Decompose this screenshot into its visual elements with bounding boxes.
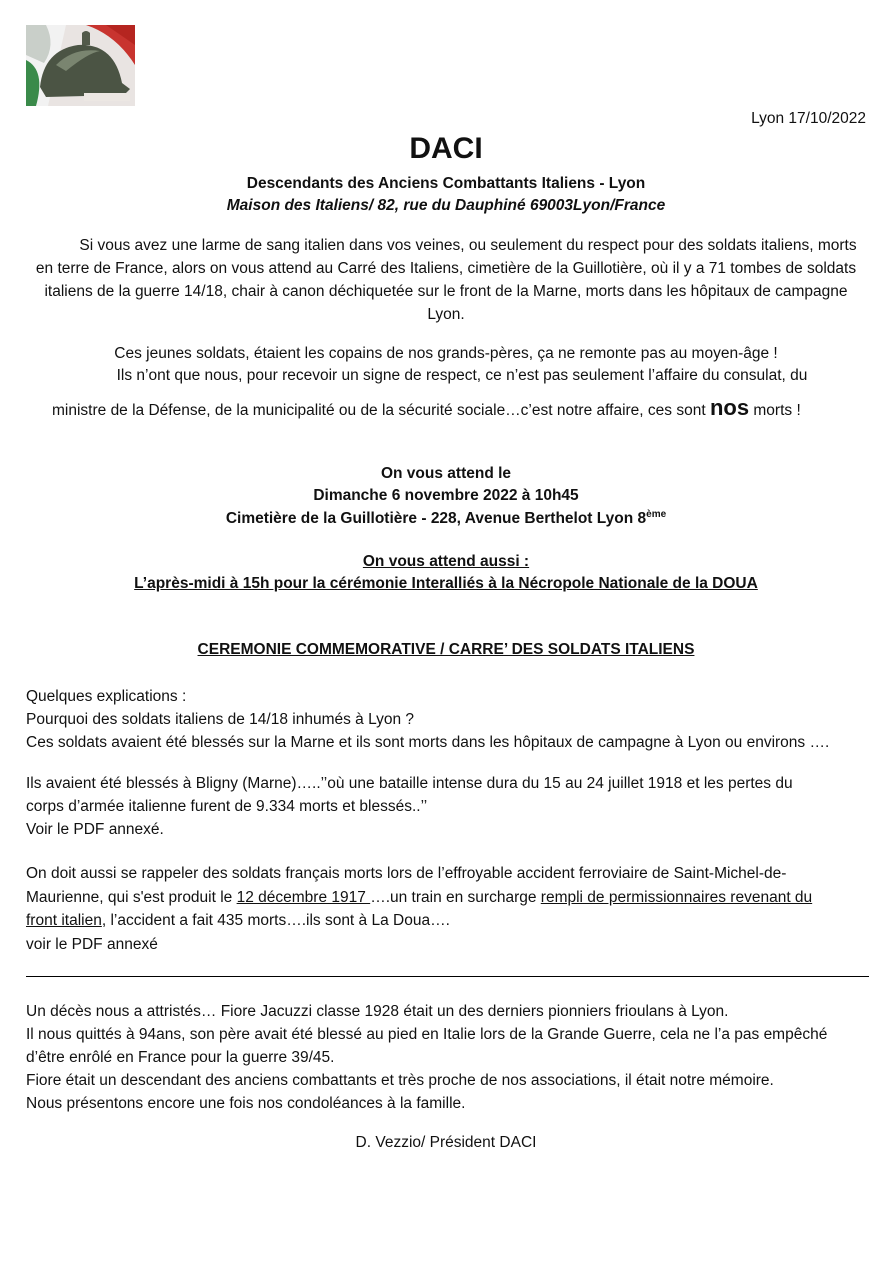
obituary-block <box>26 1000 876 1115</box>
event-also-text-span: L’après-midi à 15h pour la cérémonie Interalliés à la Nécropole Nationale de la DOUA <box>134 575 758 592</box>
bligny-line-3: Voir le PDF annexé. <box>26 821 164 838</box>
event-also-text <box>0 575 892 593</box>
event-location-sup: ème <box>646 509 667 520</box>
intro-paragraph <box>26 234 866 326</box>
nos-emphasis: nos <box>709 395 750 420</box>
expl-line-3: Ces soldats avaient été blessés sur la Marne et ils sont morts dans les hôpitaux de campagne à Lyon ou environs …. <box>26 734 830 751</box>
train-line-4: voir le PDF annexé <box>26 935 158 953</box>
ceremony-heading <box>0 641 892 659</box>
intro-line-3 <box>52 395 882 421</box>
train-date: 12 décembre 1917 <box>236 888 371 906</box>
bligny-line-2: corps d’armée italienne furent de 9.334 morts et blessés..’’ <box>26 798 428 815</box>
expl-line-1: Quelques explications : <box>26 688 187 705</box>
train-line-1: On doit aussi se rappeler des soldats français morts lors de l’effroyable accident ferroviaire de Saint-Michel-de- <box>26 865 787 882</box>
obituary-line-5: Nous présentons encore une fois nos condoléances à la famille. <box>26 1095 466 1112</box>
obituary-line-2: Il nous quittés à 94ans, son père avait été blessé au pied en Italie lors de la Grande Guerre, cela ne l’a pas empêché <box>26 1026 828 1043</box>
signature: D. Vezzio/ Président DACI <box>355 1134 537 1151</box>
obituary-line-4: Fiore était un descendant des anciens combattants et très proche de nos associations, il était notre mémoire. <box>26 1072 774 1089</box>
intro-line-1: Ces jeunes soldats, étaient les copains de nos grands-pères, ça ne remonte pas au moyen-âge ! <box>114 345 778 362</box>
intro-line-2: Ils n’ont que nous, pour recevoir un signe de respect, ce n’est pas seulement l’affaire du consulat, du <box>116 367 808 384</box>
organization-name: Descendants des Anciens Combattants Italiens - Lyon <box>246 175 646 192</box>
train-line-2 <box>26 886 876 910</box>
obituary-line-1: Un décès nous a attristés… Fiore Jacuzzi classe 1928 était un des derniers pionniers frioulans à Lyon. <box>26 1003 729 1020</box>
train-line-2b: ….un train en surcharge <box>370 888 541 906</box>
bligny-line-1: Ils avaient été blessés à Bligny (Marne)…..’’où une bataille intense dura du 15 au 24 juillet 1918 et les pertes du <box>26 775 793 792</box>
page-title: DACI <box>409 132 483 165</box>
intro-line-3-start: ministre de la Défense, de la municipalité ou de la sécurité sociale…c’est notre affaire, ces sont <box>52 402 710 419</box>
event-date: Dimanche 6 novembre 2022 à 10h45 <box>313 487 579 504</box>
train-line-3a: front italien <box>26 912 102 929</box>
intro-line-3-end: morts ! <box>749 402 801 419</box>
event-also-title <box>0 553 892 571</box>
event-location-text: Cimetière de la Guillotière - 228, Avenue Berthelot Lyon 8 <box>225 510 647 527</box>
obituary-line-3: d’être enrôlé en France pour la guerre 39/45. <box>26 1049 335 1066</box>
horizontal-divider <box>26 976 869 977</box>
train-line-2c: rempli de permissionnaires revenant du <box>540 888 813 906</box>
event-line-1: On vous attend le <box>380 465 512 482</box>
helmet-flag-logo <box>26 25 135 106</box>
explanations-block <box>26 685 876 754</box>
train-line-3b: , l’accident a fait 435 morts….ils sont à La Doua…. <box>101 912 450 929</box>
train-block <box>26 862 876 956</box>
event-also-title-text: On vous attend aussi : <box>362 553 530 570</box>
event-location <box>0 509 892 528</box>
train-line-2a: Maurienne, qui s'est produit le <box>26 888 237 906</box>
helmet-icon <box>26 25 135 106</box>
train-line-3 <box>26 909 876 933</box>
expl-line-2: Pourquoi des soldats italiens de 14/18 inhumés à Lyon ? <box>26 711 415 728</box>
intro-text: Si vous avez une larme de sang italien dans vos veines, ou seulement du respect pour des soldats italiens, morts en terre de France, alors on vous attend au Carré des Italiens, cimetière de la Guillotière, où il y a 71 tombes de soldats italiens de la guerre 14/18, chair à canon déchiquetée sur le front de la Marne, morts dans les hôpitaux de campagne Lyon. <box>35 237 857 323</box>
letter-date: Lyon 17/10/2022 <box>751 110 866 127</box>
bligny-block <box>26 772 876 841</box>
ceremony-heading-text: CEREMONIE COMMEMORATIVE / CARRE’ DES SOLDATS ITALIENS <box>197 641 695 658</box>
organization-address: Maison des Italiens/ 82, rue du Dauphiné 69003Lyon/France <box>226 197 666 214</box>
